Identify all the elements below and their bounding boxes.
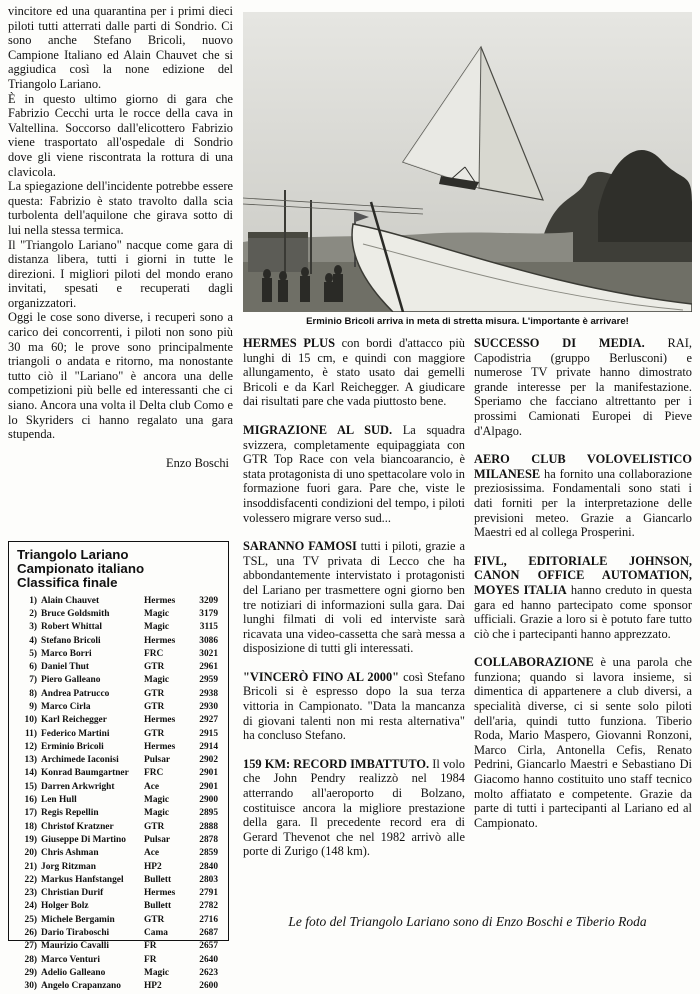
pilot-name-cell: Piero Galleano [41, 675, 101, 686]
news-item [243, 423, 465, 525]
left-article-column [8, 4, 233, 470]
pilot-name-cell: Markus Hanfstangel [41, 874, 124, 885]
pilot-name-cell: Marco Cirla [41, 701, 91, 712]
rank-cell: 23) [24, 888, 37, 899]
glider-cell: FRC [144, 648, 164, 659]
glider-cell: Ace [144, 781, 160, 792]
points-cell: 2859 [199, 848, 218, 859]
rank-cell: 10) [24, 715, 37, 726]
standings-row [17, 807, 218, 820]
standings-row [17, 900, 218, 913]
pilot-name-cell: Giuseppe Di Martino [41, 834, 126, 845]
standings-row [17, 754, 218, 767]
glider-cell: Hermes [144, 635, 176, 646]
glider-cell: FR [144, 941, 157, 952]
glider-cell: Magic [144, 795, 169, 806]
points-cell: 2915 [199, 728, 218, 739]
pilot-name-cell: Alain Chauvet [41, 595, 100, 606]
standings-row [17, 635, 218, 648]
photo-illustration [243, 12, 692, 312]
photo-credits: Le foto del Triangolo Lariano sono di Enzo Boschi e Tiberio Roda [288, 914, 647, 929]
glider-cell: Hermes [144, 715, 176, 726]
standings-title-line: Campionato italiano [17, 561, 145, 577]
middle-news-column [243, 336, 465, 873]
rank-cell: 12) [24, 741, 37, 752]
rank-cell: 14) [24, 768, 37, 779]
standings-row [17, 794, 218, 807]
pilot-name-cell: Regis Repellin [41, 808, 99, 819]
points-cell: 2938 [199, 688, 218, 699]
standings-row [17, 728, 218, 741]
glider-cell: FR [144, 954, 157, 965]
standings-row [17, 861, 218, 874]
news-body: RAI, Capodistria (gruppo Berlusconi) e numerose TV private hanno dimostrato grande interesse per la manifestazione. Speriamo che facciano altrettanto per i prossimi Camionati Europei di Pieve d'Alpago. [474, 336, 692, 438]
pilot-name-cell: Adelio Galleano [41, 967, 106, 978]
news-body: con bordi d'attacco più lunghi di 15 cm, e quindi con maggiore allungamento, è stato usato dai gemelli Bricoli e da Karl Reichegger. A giudicare dai risultati pare che vada piuttosto bene. [243, 336, 465, 409]
news-body: ha fornito una collaborazione preziosissima. Fondamentali sono stati i dati forniti per la interpretazione delle previsioni meteo. Grazie a Giancarlo Maestri ed al collega Prosperini. [474, 466, 692, 540]
news-body: così Stefano Bricoli si è espresso dopo la sua terza vittoria in Campionato. "Data la mancanza di giovani talenti non mi resta alternativa" ha concluso Stefano. [243, 669, 465, 743]
rank-cell: 26) [24, 928, 37, 939]
paragraph: La spiegazione dell'incidente potrebbe essere questa: Fabrizio è stato travolto dalla scia turbolenta dell'aquilone che girava sotto di lui nella stessa termica. [8, 179, 233, 237]
points-cell: 3209 [199, 595, 218, 606]
glider-cell: GTR [144, 701, 165, 712]
standings-row [17, 767, 218, 780]
standings-row [17, 608, 218, 621]
points-cell: 3179 [199, 608, 218, 619]
rank-cell: 25) [24, 914, 37, 925]
pilot-name-cell: Darren Arkwright [41, 781, 115, 792]
points-cell: 2657 [199, 941, 218, 952]
paragraph: È in questo ultimo giorno di gara che Fabrizio Cecchi urta le rocce della cava in Valtellina. Soccorso dall'elicottero Fabrizio viene trasportato all'ospedale di Sondrio dove gli viene riscontrata la rottura di una clavicola. [8, 91, 233, 179]
glider-cell: Cama [144, 928, 168, 939]
news-headline: "VINCERÒ FINO AL 2000" [243, 669, 400, 684]
glider-cell: FRC [144, 768, 164, 779]
news-headline: COLLABORAZIONE [474, 655, 594, 670]
pilot-name-cell: Andrea Patrucco [41, 688, 110, 699]
news-body: La squadra svizzera, completamente equipaggiata con GTR Top Race con vela biancoarancio, è stata protagonista di uno spettacolare volo in formazione fuori gara. Pare che, viste le insoddisfacenti condizioni del tempo, i piloti volessero migrare verso sud... [243, 422, 465, 525]
points-cell: 3021 [199, 648, 218, 659]
news-body: è una parola che funziona; quando si lavora insieme, si dimentica di appartenere a club diversi, a specialità diverse, ci si sente solo piloti dell'aria, quindi tutto funziona. Tiberio Roda, Mario Maspero, Giovanni Ronzoni, Marco Cirla, Antonella Cefis, Renato Pedrini, Giancarlo Maestri e Sebastiano Di Giacomo hanno costituito uno staff tecnico molto affiatato e competente. Grazie da parte di tutti i partecipanti al Lariano ed al Campionato. [474, 655, 692, 830]
rank-cell: 5) [29, 648, 37, 659]
news-item [474, 336, 692, 438]
news-item [243, 757, 465, 859]
news-headline: AERO CLUB VOLOVELISTICO MILANESE [474, 452, 692, 481]
glider-cell: Pulsar [144, 834, 171, 845]
rank-cell: 15) [24, 781, 37, 792]
news-headline: 159 KM: RECORD IMBATTUTO. [243, 756, 430, 771]
rank-cell: 17) [24, 808, 37, 819]
glider-cell: HP2 [144, 861, 162, 872]
glider-cell: GTR [144, 821, 165, 832]
standings-row [17, 967, 218, 980]
news-item [243, 539, 465, 656]
news-item [243, 670, 465, 743]
points-cell: 3115 [199, 622, 218, 633]
rank-cell: 22) [24, 874, 37, 885]
glider-cell: GTR [144, 728, 165, 739]
glider-cell: GTR [144, 662, 165, 673]
news-body: hanno creduto in questa gara ed hanno partecipato come sponsor ufficiali. Grazie a loro si è potuto fare tutto ciò che i partecipanti hanno apprezzato. [474, 582, 693, 641]
standings-row [17, 688, 218, 701]
glider-cell: HP2 [144, 981, 162, 992]
rank-cell: 9) [29, 701, 37, 712]
standings-row [17, 648, 218, 661]
author-signature: Enzo Boschi [166, 455, 229, 470]
standings-table-body [17, 595, 218, 994]
points-cell: 2623 [199, 967, 218, 978]
news-body: Il volo che John Pendry realizzò nel 1984 atterrando all'aeroporto di Bolzano, costituisce ancora la migliore prestazione della gara. Il precedente record era di Gerard Thevenot che nel 1982 arrivò alle porte di Zurigo (148 km). [243, 756, 465, 859]
standings-row [17, 954, 218, 967]
rank-cell: 20) [24, 848, 37, 859]
standings-row [17, 741, 218, 754]
rank-cell: 2) [29, 608, 37, 619]
standings-row [17, 781, 218, 794]
pilot-name-cell: Federico Martini [41, 728, 110, 739]
points-cell: 2900 [199, 795, 218, 806]
pilot-name-cell: Len Hull [41, 795, 77, 806]
pilot-name-cell: Erminio Bricoli [41, 741, 104, 752]
paragraph: Oggi le cose sono diverse, i recuperi sono a carico dei concorrenti, i piloti non sono più 30 ma 60; le prove sono principalmente triangoli o andata e ritorno, ma nonostante tutto ciò il "Lariano" è ancora una delle competizioni più belle ed interessanti che ci siano. Ancora una volta il Delta club Como e lo Skyriders ci hanno regalato una gara stupenda. [8, 310, 233, 442]
rank-cell: 24) [24, 901, 37, 912]
paragraph: Il "Triangolo Lariano" nacque come gara di distanza libera, tutti i giorni in tutte le direzioni. I migliori piloti del mondo erano invitati, spesati e recuperati dagli organizzatori. [8, 237, 233, 310]
glider-cell: Bullett [144, 901, 172, 912]
rank-cell: 30) [24, 981, 37, 992]
pilot-name-cell: Marco Venturi [41, 954, 100, 965]
rank-cell: 28) [24, 954, 37, 965]
standings-row [17, 701, 218, 714]
standings-title-line: Triangolo Lariano [17, 547, 129, 562]
points-cell: 2914 [199, 741, 218, 752]
standings-row [17, 595, 218, 608]
standings-row [17, 661, 218, 674]
news-headline: MIGRAZIONE AL SUD. [243, 422, 393, 437]
glider-cell: Ace [144, 848, 160, 859]
standings-row [17, 834, 218, 847]
news-item [474, 554, 692, 642]
points-cell: 2888 [199, 821, 218, 832]
points-cell: 2600 [199, 981, 218, 992]
standings-box [8, 541, 229, 992]
points-cell: 2878 [199, 834, 218, 845]
standings-row [17, 621, 218, 634]
pilot-name-cell: Robert Whittal [41, 622, 103, 633]
rank-cell: 3) [29, 622, 37, 633]
pilot-name-cell: Michele Bergamin [41, 914, 115, 925]
glider-cell: Magic [144, 808, 169, 819]
standings-table [17, 595, 218, 994]
rank-cell: 7) [29, 675, 37, 686]
rank-cell: 1) [29, 595, 37, 606]
pilot-name-cell: Chris Ashman [41, 848, 99, 859]
points-cell: 2930 [199, 701, 218, 712]
rank-cell: 8) [29, 688, 37, 699]
pilot-name-cell: Christian Durif [41, 888, 104, 899]
glider-cell: Magic [144, 967, 169, 978]
pilot-name-cell: Daniel Thut [41, 662, 90, 673]
rank-cell: 19) [24, 834, 37, 845]
pilot-name-cell: Christof Kratzner [41, 821, 114, 832]
standings-row [17, 847, 218, 860]
points-cell: 3086 [199, 635, 218, 646]
standings-row [17, 887, 218, 900]
standings-row [17, 874, 218, 887]
pilot-name-cell: Karl Reichegger [41, 715, 107, 726]
points-cell: 2716 [199, 914, 218, 925]
news-item [474, 452, 692, 540]
glider-cell: Pulsar [144, 755, 171, 766]
rank-cell: 6) [29, 662, 37, 673]
glider-cell: Magic [144, 608, 169, 619]
points-cell: 2961 [199, 662, 218, 673]
rank-cell: 29) [24, 967, 37, 978]
points-cell: 2840 [199, 861, 218, 872]
pilot-name-cell: Konrad Baumgartner [41, 768, 129, 779]
news-headline: FIVL, EDITORIALE JOHNSON, CANON OFFICE AUTOMATION, MOYES ITALIA [474, 553, 692, 597]
glider-cell: Hermes [144, 888, 176, 899]
glider-cell: Magic [144, 622, 169, 633]
points-cell: 2782 [199, 901, 218, 912]
pilot-name-cell: Archimede Iaconisi [41, 755, 119, 766]
standings-title [17, 548, 220, 591]
rank-cell: 11) [25, 728, 37, 739]
standings-row [17, 714, 218, 727]
right-news-column [474, 336, 692, 844]
points-cell: 2640 [199, 954, 218, 965]
points-cell: 2791 [199, 888, 218, 899]
news-headline: SARANNO FAMOSI [243, 539, 357, 554]
rank-cell: 13) [24, 755, 37, 766]
rank-cell: 18) [24, 821, 37, 832]
pilot-name-cell: Holger Bolz [41, 901, 89, 912]
standings-row [17, 674, 218, 687]
points-cell: 2895 [199, 808, 218, 819]
rank-cell: 4) [29, 635, 37, 646]
glider-cell: Hermes [144, 595, 176, 606]
rank-cell: 27) [24, 941, 37, 952]
rank-cell: 21) [24, 861, 37, 872]
pilot-name-cell: Maurizio Cavalli [41, 941, 109, 952]
photo-caption: Erminio Bricoli arriva in meta di stretta misura. L'importante è arrivare! [306, 316, 629, 327]
points-cell: 2901 [199, 781, 218, 792]
standings-row [17, 914, 218, 927]
paragraph: vincitore ed una quarantina per i primi dieci piloti tutti atterrati dalle parti di Sondrio. Ci sono anche Stefano Bricoli, nuovo Campione Italiano ed Alain Chauvet che si aggiudica così la none edizione del Triangolo Lariano. [8, 4, 233, 91]
news-body: tutti i piloti, grazie a TSL, una TV privata di Lecco che ha abbondantemente intervistato i protagonisti del Lariano per trasmettere ogni giorno ben tre notiziari di informazioni sulla gara. Dai lunghi filmati di voli ed interviste sarà ricavata una video-cassetta che sarà messa a disposizione di tutti gli interessati. [243, 539, 465, 656]
news-headline: HERMES PLUS [243, 336, 336, 350]
glider-cell: GTR [144, 688, 165, 699]
glider-cell: Magic [144, 675, 169, 686]
pilot-name-cell: Jorg Ritzman [41, 861, 96, 872]
points-cell: 2901 [199, 768, 218, 779]
glider-cell: Hermes [144, 741, 176, 752]
glider-cell: Bullett [144, 874, 172, 885]
pilot-name-cell: Marco Borri [41, 648, 92, 659]
points-cell: 2902 [199, 755, 218, 766]
pilot-name-cell: Stefano Bricoli [41, 635, 101, 646]
glider-cell: GTR [144, 914, 165, 925]
standings-title-line: Classifica finale [17, 575, 118, 591]
standings-row [17, 821, 218, 834]
news-item [243, 336, 465, 409]
points-cell: 2927 [199, 715, 218, 726]
points-cell: 2959 [199, 675, 218, 686]
standings-row [17, 940, 218, 953]
news-headline: SUCCESSO DI MEDIA. [474, 336, 645, 350]
points-cell: 2687 [199, 928, 218, 939]
news-item [474, 655, 692, 830]
pilot-name-cell: Angelo Crapanzano [41, 981, 121, 992]
points-cell: 2803 [199, 874, 218, 885]
hang-glider-photo [243, 12, 692, 312]
pilot-name-cell: Dario Tiraboschi [41, 928, 110, 939]
pilot-name-cell: Bruce Goldsmith [41, 608, 110, 619]
rank-cell: 16) [24, 795, 37, 806]
standings-row [17, 980, 218, 993]
standings-row [17, 927, 218, 940]
